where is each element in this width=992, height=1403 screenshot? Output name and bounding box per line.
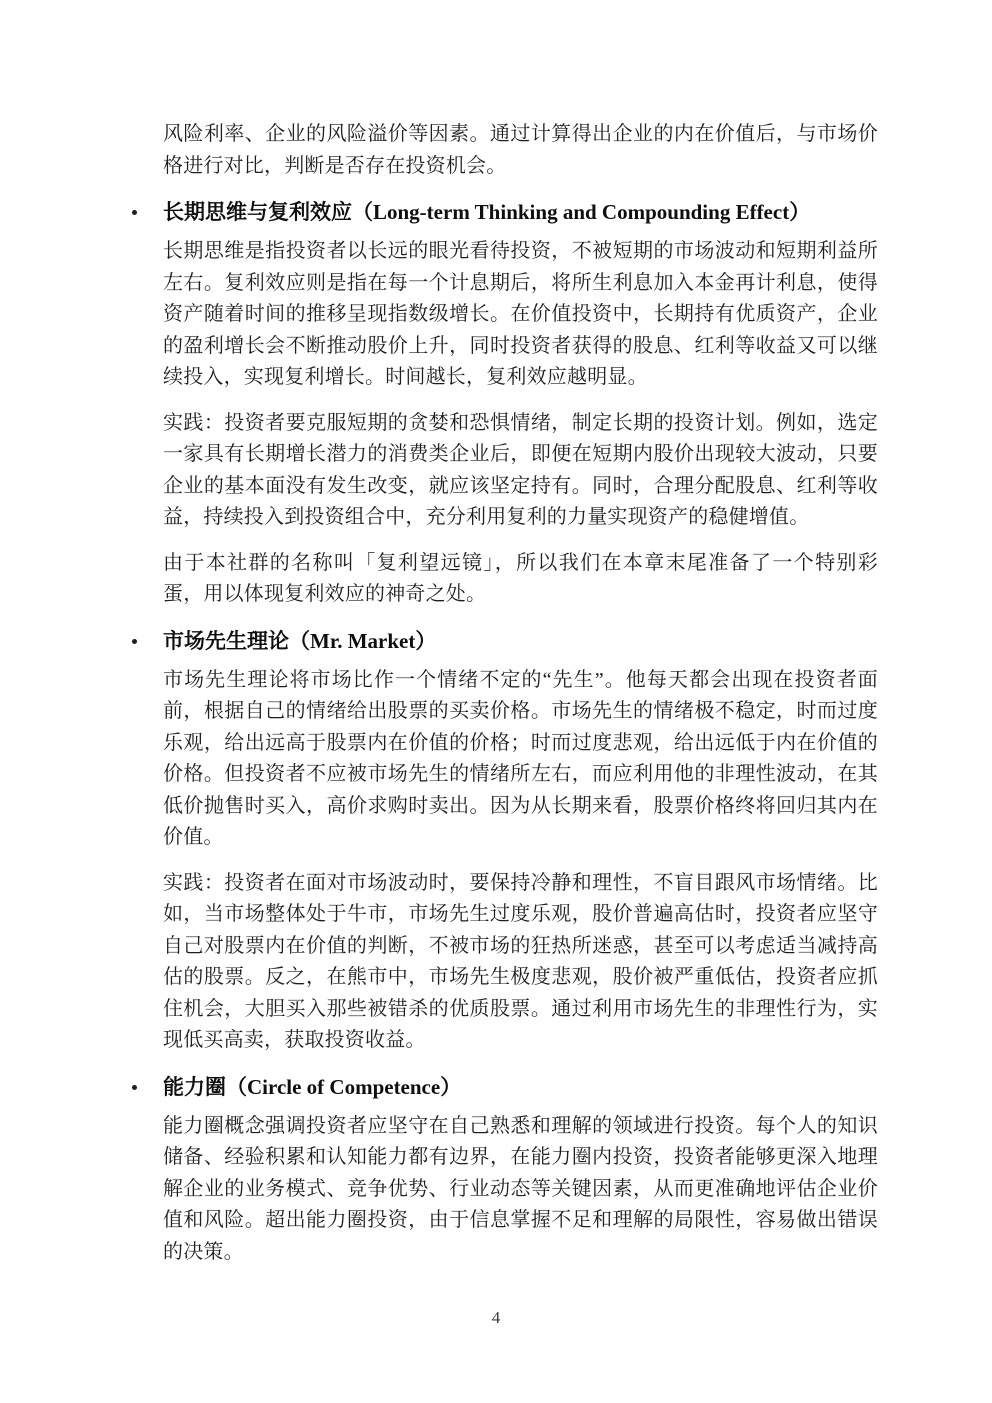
section-circle-of-competence: [163, 1071, 878, 1269]
section-paragraph: 能力圈概念强调投资者应坚守在自己熟悉和理解的领域进行投资。每个人的知识储备、经验积累和认知能力都有边界，在能力圈内投资，投资者能够更深入地理解企业的业务模式、竞争优势、行业动态等关键因素，从而更准确地评估企业价值和风险。超出能力圈投资，由于信息掌握不足和理解的局限性，容易做出错误的决策。: [163, 1114, 878, 1263]
page-content: [163, 119, 878, 1268]
section-heading-circle-of-competence: [163, 1071, 878, 1103]
bullet-icon: [132, 1085, 137, 1090]
section-practice-paragraph: 实践：投资者在面对市场波动时，要保持冷静和理性，不盲目跟风市场情绪。比如，当市场整体处于牛市，市场先生过度乐观，股价普遍高估时，投资者应坚守自己对股票内在价值的判断，不被市场的狂热所迷惑，甚至可以考虑适当减持高估的股票。反之，在熊市中，市场先生极度悲观，股价被严重低估，投资者应抓住机会，大胆买入那些被错杀的优质股票。通过利用市场先生的非理性行为，实现低买高卖，获取投资收益。: [163, 871, 878, 1051]
section-heading-text: 长期思维与复利效应（Long-term Thinking and Compounding Effect）: [163, 200, 811, 224]
section-heading-text: 能力圈（Circle of Competence）: [163, 1074, 462, 1099]
bullet-icon: [132, 210, 137, 215]
section-paragraph: 市场先生理论将市场比作一个情绪不定的“先生”。他每天都会出现在投资者面前，根据自己的情绪给出股票的买卖价格。市场先生的情绪极不稳定，时而过度乐观，给出远高于股票内在价值的价格；时而过度悲观，给出远低于内在价值的价格。但投资者不应被市场先生的情绪所左右，而应利用他的非理性波动，在其低价抛售时买入，高价求购时卖出。因为从长期来看，股票价格终将回归其内在价值。: [163, 668, 878, 848]
section-mr-market: [163, 625, 878, 1057]
bullet-icon: [132, 639, 137, 644]
section-long-term-thinking: [163, 196, 878, 611]
section-practice-paragraph: 实践：投资者要克服短期的贪婪和恐惧情绪，制定长期的投资计划。例如，选定一家具有长期增长潜力的消费类企业后，即便在短期内股价出现较大波动，只要企业的基本面没有发生改变，就应该坚定持有。同时，合理分配股息、红利等收益，持续投入到投资组合中，充分利用复利的力量实现资产的稳健增值。: [163, 411, 878, 528]
section-note-paragraph: 由于本社群的名称叫「复利望远镜」，所以我们在本章末尾准备了一个特别彩蛋，用以体现复利效应的神奇之处。: [163, 551, 878, 605]
section-paragraph: 长期思维是指投资者以长远的眼光看待投资，不被短期的市场波动和短期利益所左右。复利效应则是指在每一个计息期后，将所生利息加入本金再计利息，使得资产随着时间的推移呈现指数级增长。在价值投资中，长期持有优质资产，企业的盈利增长会不断推动股价上升，同时投资者获得的股息、红利等收益又可以继续投入，实现复利增长。时间越长，复利效应越明显。: [163, 240, 878, 388]
section-heading-mr-market: [163, 625, 878, 657]
intro-paragraph: 风险利率、企业的风险溢价等因素。通过计算得出企业的内在价值后，与市场价格进行对比，判断是否存在投资机会。: [163, 123, 878, 177]
section-heading-text: 市场先生理论（Mr. Market）: [163, 628, 437, 653]
section-heading-long-term-thinking: [163, 196, 878, 228]
page-number: 4: [491, 1308, 501, 1327]
